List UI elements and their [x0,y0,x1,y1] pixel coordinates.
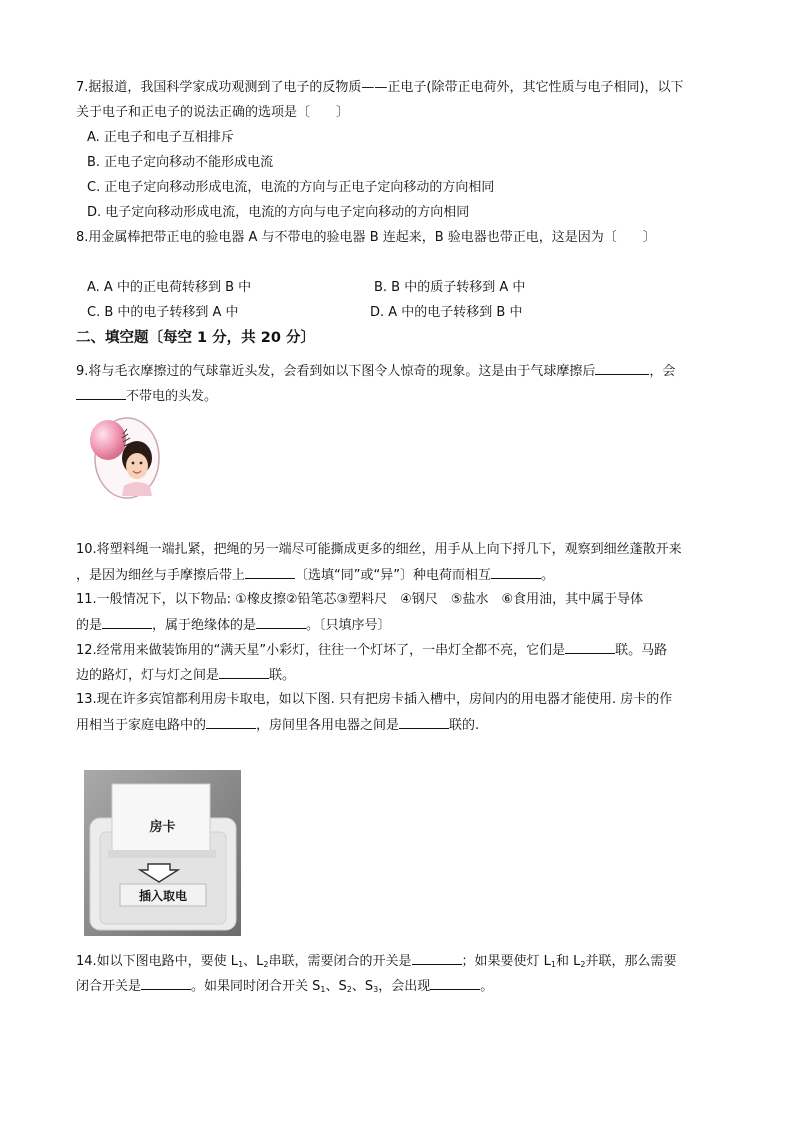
q12-line2 [76,666,726,685]
q8-option-c: C. B 中的电子转移到 A 中 [87,305,239,320]
q14-text-j: 、S [351,979,374,994]
card-label: 房卡 [149,820,176,835]
q14-text-i: 、S [325,979,347,994]
q14-text-h: 。如果同时闭合开关 S [191,979,321,994]
q13-text-a: 用相当于家庭电路中的 [76,718,207,733]
q8-option-b: B. B 中的质子转移到 A 中 [374,280,526,295]
q14-sub: 1 [238,960,244,969]
q10-line1: 10.将塑料绳一端扎紧，把绳的另一端尽可能撕成更多的细丝，用手从上向下捋几下，观察到细丝蓬散开来 [76,542,682,557]
q10-text-c: 。 [540,568,554,583]
q7-option-a: A. 正电子和电子互相排斥 [87,130,234,145]
q7-option-d: D. 电子定向移动形成电流，电流的方向与电子定向移动的方向相同 [87,205,470,220]
q14-text-c: 串联，需要闭合的开关是 [268,954,412,969]
q12-text-c: 边的路灯，灯与灯之间是 [76,668,220,683]
answer-blank[interactable] [245,566,295,579]
q12-text-d: 联。 [269,668,296,683]
answer-blank[interactable] [256,616,306,629]
q9-text-c: 不带电的头发。 [126,389,218,404]
q11-text-c: 。〔只填序号〕 [306,618,391,633]
q8-option-d: D. A 中的电子转移到 B 中 [370,305,523,320]
q12-text-a: 12.经常用来做装饰用的“满天星”小彩灯，往往一个灯坏了，一串灯全都不亮，它们是 [76,643,566,658]
q14-text-a: 14.如以下图电路中，要使 L [76,954,239,969]
q14-text-l: 。 [480,979,494,994]
q7-stem-line2: 关于电子和正电子的说法正确的选项是〔 〕 [76,105,350,120]
q14-text-d: ；如果要使灯 L [461,954,551,969]
q14-sub: 2 [346,985,352,994]
slot-label: 插入取电 [138,889,187,903]
q14-sub: 3 [373,985,379,994]
q7-stem-line1: 7.据报道，我国科学家成功观测到了电子的反物质——正电子(除带正电荷外，其它性质与电子相同)，以下 [76,80,684,95]
answer-blank[interactable] [102,616,152,629]
q11-line2 [76,616,726,635]
q9-text-a: 9.将与毛衣摩擦过的气球靠近头发，会看到如以下图令人惊奇的现象。这是由于气球摩擦后 [76,364,596,379]
room-card-photo [84,770,241,936]
q11-text-b: ，属于绝缘体的是 [152,618,257,633]
q7-option-b: B. 正电子定向移动不能形成电流 [87,155,274,170]
q14-text-k: ，会出现 [378,979,431,994]
q12-line1 [76,641,726,660]
q14-text-b: 、L [243,954,264,969]
answer-blank[interactable] [412,952,462,965]
answer-blank[interactable] [430,977,480,990]
q10-line2 [76,566,726,585]
q9-text-b: ，会 [649,364,676,379]
q7-option-c: C. 正电子定向移动形成电流，电流的方向与正电子定向移动的方向相同 [87,180,495,195]
q9-line2 [76,387,726,406]
balloon-hair-photo [82,416,160,500]
q10-text-b: 〔选填“同”或“异”〕种电荷而相互 [295,568,491,583]
q14-line2 [76,977,726,999]
q9-line1 [76,362,726,381]
answer-blank[interactable] [206,716,256,729]
answer-blank[interactable] [141,977,191,990]
q14-text-e: 和 L [556,954,581,969]
q10-text-a: ，是因为细丝与手摩擦后带上 [76,568,246,583]
q11-line1: 11.一般情况下，以下物品: ①橡皮擦②铅笔芯③塑料尺 ④钢尺 ⑤盐水 ⑥食用油，其中属于导体 [76,592,644,607]
q13-line2 [76,716,726,735]
section-heading-fill-blank: 二、填空题〔每空 1 分，共 20 分〕 [76,330,315,346]
answer-blank[interactable] [491,566,541,579]
q12-text-b: 联。马路 [615,643,668,658]
q13-text-b: ，房间里各用电器之间是 [256,718,400,733]
q14-text-g: 闭合开关是 [76,979,142,994]
q8-option-a: A. A 中的正电荷转移到 B 中 [87,280,252,295]
q14-sub: 1 [320,985,326,994]
q13-text-c: 联的. [449,718,480,733]
answer-blank[interactable] [219,666,269,679]
q13-line1: 13.现在许多宾馆都利用房卡取电，如以下图. 只有把房卡插入槽中，房间内的用电器才能使用. 房卡的作 [76,692,673,707]
q14-sub: 1 [550,960,556,969]
q14-sub: 2 [580,960,586,969]
q14-sub: 2 [263,960,269,969]
answer-blank[interactable] [595,362,649,375]
answer-blank[interactable] [399,716,449,729]
answer-blank[interactable] [565,641,615,654]
q14-text-f: 并联，那么需要 [585,954,677,969]
answer-blank[interactable] [76,387,126,400]
q11-text-a: 的是 [76,618,103,633]
q14-line1 [76,952,726,974]
q8-stem: 8.用金属棒把带正电的验电器 A 与不带电的验电器 B 连起来，B 验电器也带正电，这是因为〔 〕 [76,230,656,245]
